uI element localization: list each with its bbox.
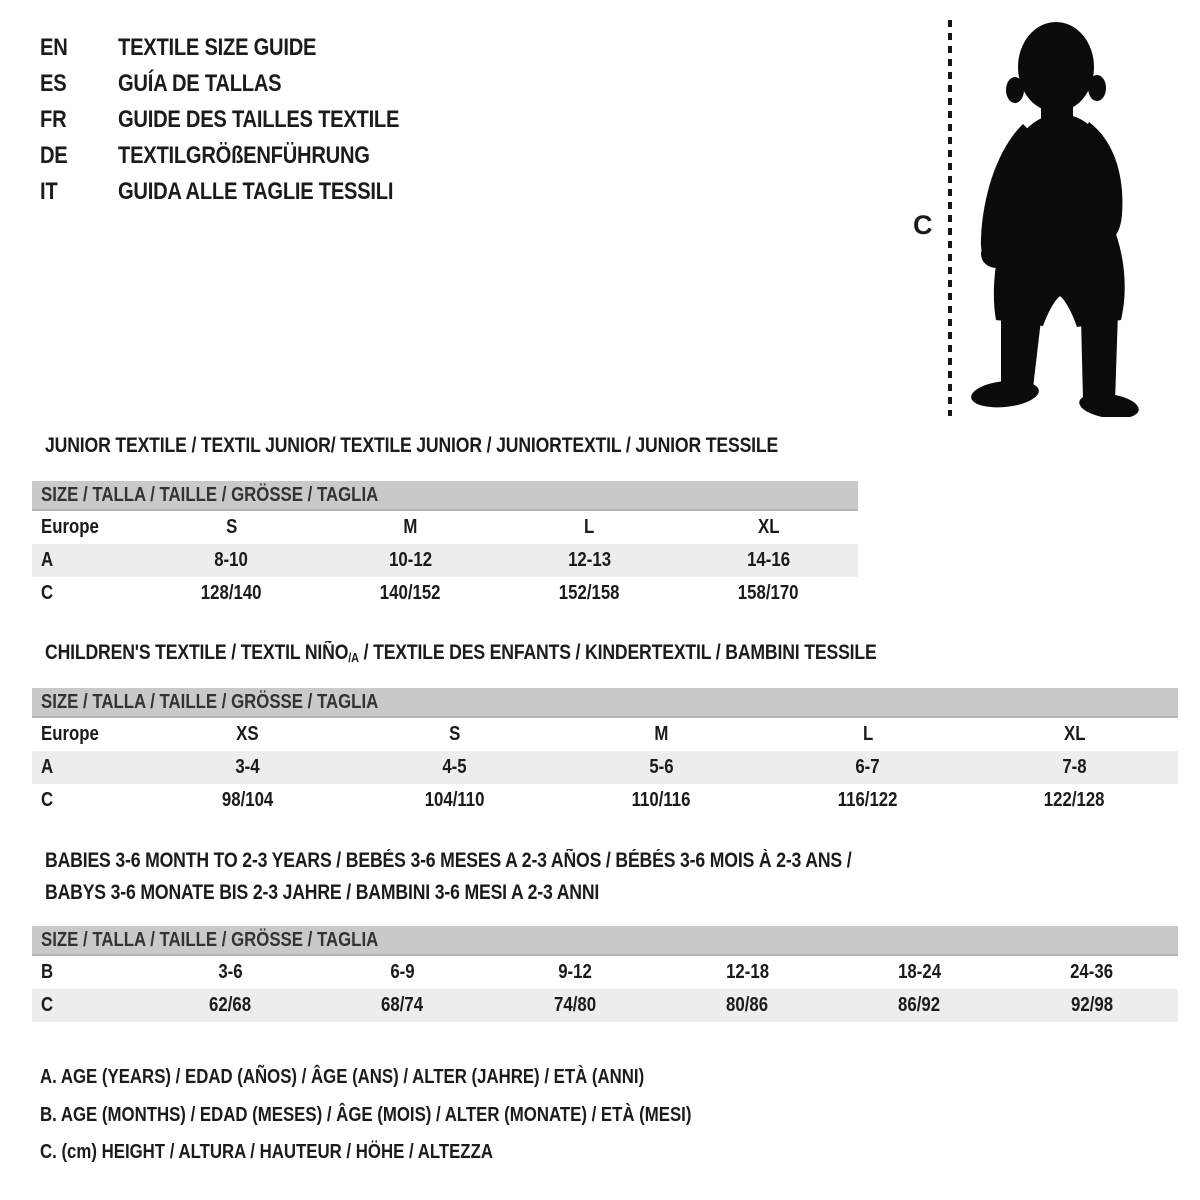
table-row: A 8-10 10-12 12-13 14-16 bbox=[32, 544, 858, 577]
row-label: C bbox=[41, 994, 54, 1016]
table-row: Europe S M L XL bbox=[41, 516, 780, 538]
legend-height-cm: C. (cm) HEIGHT / ALTURA / HAUTEUR / HÖHE / ALTEZZA bbox=[40, 1141, 493, 1163]
legend-age-months: B. AGE (MONTHS) / EDAD (MESES) / ÂGE (MOIS) / ALTER (MONATE) / ETÀ (MESI) bbox=[40, 1104, 692, 1126]
lang-row-es bbox=[40, 66, 453, 102]
size-header-band: SIZE / TALLA / TAILLE / GRÖSSE / TAGLIA bbox=[32, 926, 1178, 956]
junior-section-title: JUNIOR TEXTILE / TEXTIL JUNIOR/ TEXTILE JUNIOR / JUNIORTEXTIL / JUNIOR TESSILE bbox=[45, 434, 779, 457]
table-row: B 3-6 6-9 9-12 12-18 18-24 24-36 bbox=[41, 961, 1114, 983]
table-row: C 98/104 104/110 110/116 116/122 122/128 bbox=[41, 789, 1105, 811]
junior-size-table bbox=[32, 481, 858, 610]
height-measure-dashed-line bbox=[948, 20, 952, 416]
row-label: Europe bbox=[41, 723, 99, 745]
size-header-band: SIZE / TALLA / TAILLE / GRÖSSE / TAGLIA bbox=[32, 688, 1178, 718]
measure-c-label: C bbox=[913, 210, 933, 240]
children-section-title: CHILDREN'S TEXTILE / TEXTIL NIÑO/A / TEXTILE DES ENFANTS / KINDERTEXTIL / BAMBINI TESSILE bbox=[45, 641, 877, 665]
guide-title: GUIDE DES TAILLES TEXTILE bbox=[118, 106, 400, 133]
row-label: B bbox=[41, 961, 54, 983]
lang-code: IT bbox=[40, 178, 58, 205]
guide-title: TEXTILE SIZE GUIDE bbox=[118, 34, 317, 61]
row-label: A bbox=[41, 549, 54, 571]
row-label: Europe bbox=[41, 516, 99, 538]
nino-a-subscript: /A bbox=[348, 650, 359, 665]
height-measure-figure bbox=[905, 12, 1165, 424]
babies-section-title-line2: BABYS 3-6 MONATE BIS 2-3 JAHRE / BAMBINI 3-6 MESI A 2-3 ANNI bbox=[45, 881, 600, 904]
lang-code: EN bbox=[40, 34, 68, 61]
lang-code: ES bbox=[40, 70, 67, 97]
children-size-table bbox=[32, 688, 1178, 817]
baby-silhouette-icon bbox=[963, 12, 1143, 417]
lang-code: DE bbox=[40, 142, 68, 169]
guide-title: GUÍA DE TALLAS bbox=[118, 70, 282, 97]
table-row: C 128/140 140/152 152/158 158/170 bbox=[41, 582, 799, 604]
guide-title: GUIDA ALLE TAGLIE TESSILI bbox=[118, 178, 394, 205]
lang-row-fr bbox=[40, 102, 453, 138]
table-row: Europe XS S M L XL bbox=[41, 723, 1086, 745]
legend-age-years: A. AGE (YEARS) / EDAD (AÑOS) / ÂGE (ANS) / ALTER (JAHRE) / ETÀ (ANNI) bbox=[40, 1066, 645, 1088]
lang-row-it bbox=[40, 174, 453, 210]
lang-row-de bbox=[40, 138, 453, 174]
row-label: C bbox=[41, 789, 54, 811]
table-row: A 3-4 4-5 5-6 6-7 7-8 bbox=[32, 751, 1178, 784]
table-row: C 62/68 68/74 74/80 80/86 86/92 92/98 bbox=[32, 989, 1178, 1022]
language-title-list bbox=[40, 30, 453, 210]
guide-title: TEXTILGRÖßENFÜHRUNG bbox=[118, 142, 370, 169]
babies-section-title-line1: BABIES 3-6 MONTH TO 2-3 YEARS / BEBÉS 3-6 MESES A 2-3 AÑOS / BÉBÉS 3-6 MOIS À 2-3 ANS / bbox=[45, 849, 852, 872]
lang-code: FR bbox=[40, 106, 67, 133]
row-label: A bbox=[41, 756, 54, 778]
lang-row-en bbox=[40, 30, 453, 66]
row-label: C bbox=[41, 582, 54, 604]
size-header-band: SIZE / TALLA / TAILLE / GRÖSSE / TAGLIA bbox=[32, 481, 858, 511]
babies-size-table bbox=[32, 926, 1178, 1022]
